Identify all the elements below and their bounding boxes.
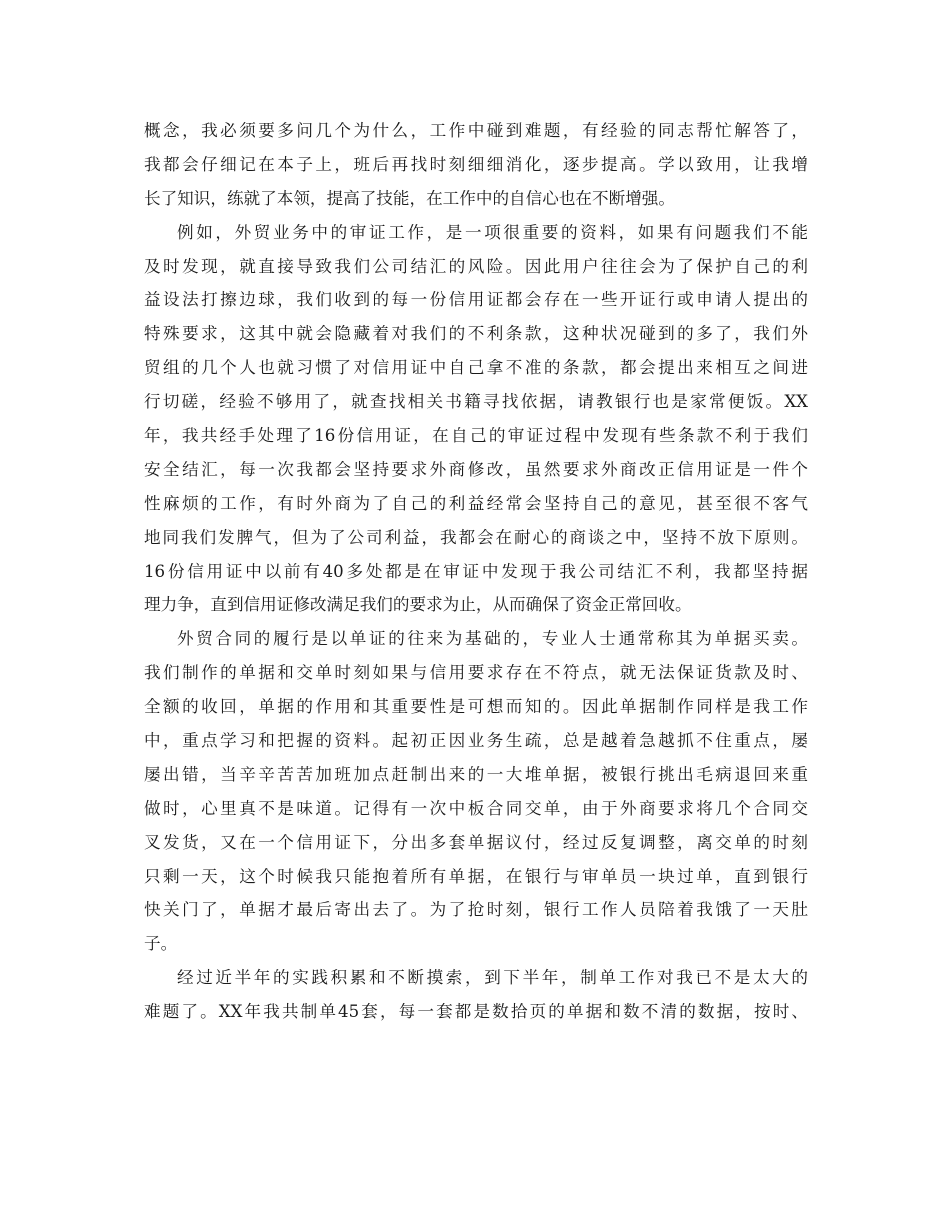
text-line: 中，重点学习和把握的资料。起初正因业务生疏，总是越着急越抓不住重点，屡 — [144, 731, 808, 751]
text-line: 叉发货，又在一个信用证下，分出多套单据议付，经过反复调整，离交单的时刻 — [144, 832, 808, 852]
text-line: 贸组的几个人也就习惯了对信用证中自己拿不准的条款，都会提出来相互之间进 — [144, 358, 808, 378]
text-line: 只剩一天，这个时候我只能抱着所有单据，在银行与审单员一块过单，直到银行 — [144, 866, 808, 886]
document-body — [144, 114, 808, 1029]
text-line: 快关门了，单据才最后寄出去了。为了抢时刻，银行工作人员陪着我饿了一天肚 — [144, 900, 808, 920]
text-line: 我们制作的单据和交单时刻如果与信用要求存在不符点，就无法保证货款及时、 — [144, 663, 808, 683]
text-line: 全额的收回，单据的作用和其重要性是可想而知的。因此单据制作同样是我工作 — [144, 697, 808, 717]
paragraph-first-line: 外贸合同的履行是以单证的往来为基础的，专业人士通常称其为单据买卖。 — [177, 629, 808, 649]
text-line: 及时发现，就直接导致我们公司结汇的风险。因此用户往往会为了保护自己的利 — [144, 256, 808, 276]
text-line: 年，我共经手处理了16份信用证，在自己的审证过程中发现有些条款不利于我们 — [144, 426, 808, 446]
text-line: 安全结汇，每一次我都会坚持要求外商修改，虽然要求外商改正信用证是一件个 — [144, 459, 808, 479]
text-line: 行切磋，经验不够用了，就查找相关书籍寻找依据，请教银行也是家常便饭。XX — [144, 392, 808, 412]
text-line: 概念，我必须要多问几个为什么，工作中碰到难题，有经验的同志帮忙解答了， — [144, 121, 808, 140]
paragraph-first-line: 例如，外贸业务中的审证工作，是一项很重要的资料，如果有问题我们不能 — [177, 222, 808, 242]
text-line: 16份信用证中以前有40多处都是在审证中发现于我公司结汇不利，我都坚持据 — [144, 561, 808, 581]
text-line: 益设法打擦边球，我们收到的每一份信用证都会存在一些开证行或申请人提出的 — [144, 290, 808, 310]
text-line: 地同我们发脾气，但为了公司利益，我都会在耐心的商谈之中，坚持不放下原则。 — [144, 527, 808, 547]
text-line: 特殊要求，这其中就会隐藏着对我们的不利条款，这种状况碰到的多了，我们外 — [144, 324, 808, 344]
text-line: 理力争，直到信用证修改满足我们的要求为止，从而确保了资金正常回收。 — [144, 595, 692, 615]
text-line: 做时，心里真不是味道。记得有一次中板合同交单，由于外商要求将几个合同交 — [144, 798, 808, 818]
text-line: 性麻烦的工作，有时外商为了自己的利益经常会坚持自己的意见，甚至很不客气 — [144, 493, 808, 513]
text-line: 屡出错，当辛辛苦苦加班加点赶制出来的一大堆单据，被银行挑出毛病退回来重 — [144, 764, 808, 784]
text-line: 子。 — [144, 934, 178, 954]
paragraph-first-line: 经过近半年的实践积累和不断摸索，到下半年，制单工作对我已不是太大的 — [177, 968, 808, 988]
text-line: 难题了。XX年我共制单45套，每一套都是数拾页的单据和数不清的数据，按时、 — [144, 1002, 808, 1022]
text-line: 长了知识，练就了本领，提高了技能，在工作中的自信心也在不断增强。 — [144, 188, 675, 208]
text-line: 我都会仔细记在本子上，班后再找时刻细细消化，逐步提高。学以致用，让我增 — [144, 154, 808, 174]
